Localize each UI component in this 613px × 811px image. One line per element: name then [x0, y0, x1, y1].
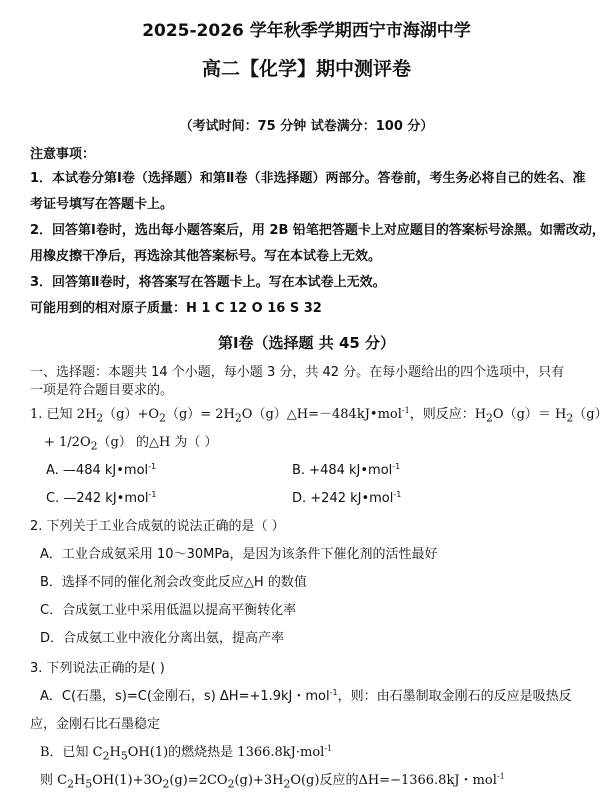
- q3-stem: 3. 下列说法正确的是( ): [30, 661, 165, 676]
- exam-info: （考试时间：75 分钟 试卷满分：100 分）: [179, 119, 434, 134]
- note-2-line1: 2．回答第Ⅰ卷时，选出每小题答案后，用 2B 铅笔把答题卡上对应题目的答案标号涂黑。如需改动，: [30, 223, 605, 238]
- q3-option-b-text: B．已知 C: [40, 745, 103, 760]
- q3-subscript: 5: [120, 749, 128, 763]
- q1-option-c-text: C. —242 kJ•mol: [46, 491, 149, 506]
- q1-option-d-text: D. +242 kJ•mol: [292, 491, 394, 506]
- q1-stem-line2: [44, 434, 218, 456]
- note-2-line2: 用橡皮擦干净后，再选涂其他答案标号。写在本试卷上无效。: [30, 249, 382, 264]
- q2-option-b: B．选择不同的催化剂会改变此反应△H 的数值: [40, 575, 307, 590]
- q2-option-a: A．工业合成氨采用 10～30MPa，是因为该条件下催化剂的活性最好: [40, 547, 438, 562]
- section1-intro-line1: 一、选择题：本题共 14 个小题，每小题 3 分，共 42 分。在每小题给出的四个选项中，只有: [30, 365, 565, 380]
- q3-option-a-text: A．C(石墨，s)=C(金刚石，s) ΔH=+1.9kJ・mol: [40, 689, 330, 704]
- q3-subscript: 2: [162, 777, 170, 791]
- q3-option-a-line2: 应，金刚石比石墨稳定: [30, 717, 161, 732]
- exam-title: 高二【化学】期中测评卷: [201, 58, 411, 80]
- q3-option-b-text: OH(1)的燃烧热是 1366.8kJ·mol: [127, 745, 325, 760]
- q3-option-b-text: (g)+3H: [234, 773, 284, 788]
- q1-stem-text: 1. 已知 2H: [30, 407, 97, 422]
- q3-subscript: 5: [85, 777, 93, 791]
- q1-option-a: [46, 462, 156, 480]
- atomic-masses: 可能用到的相对原子质量：H 1 C 12 O 16 S 32: [30, 301, 322, 316]
- q1-stem-text: （g）= 2H: [165, 407, 235, 422]
- q3-subscript: 2: [227, 777, 235, 791]
- q3-subscript: 2: [283, 777, 291, 791]
- q3-subscript: 2: [67, 777, 74, 791]
- q1-option-c: [46, 490, 157, 508]
- q1-option-a-text: A. —484 kJ•mol: [46, 463, 149, 478]
- notes-heading: 注意事项：: [30, 147, 96, 162]
- q3-option-b-text: O(g)反应的ΔH=−1366.8kJ・mol: [290, 773, 497, 788]
- note-1-line2: 考证号填写在答题卡上。: [30, 197, 174, 212]
- note-3: 3．回答第Ⅱ卷时，将答案写在答题卡上。写在本试卷上无效。: [30, 275, 386, 290]
- q1-stem-text: O（g）＝ H: [492, 407, 567, 422]
- school-title: 2025-2026 学年秋季学期西宁市海湖中学: [142, 21, 471, 41]
- q1-superscript: -1: [148, 462, 157, 471]
- q1-stem-text: O（g）△H=－484kJ•mol: [241, 407, 402, 422]
- q1-stem-text: + 1/2O: [44, 435, 91, 450]
- q3-superscript: -1: [329, 688, 338, 697]
- q1-option-b: [292, 462, 400, 480]
- q3-superscript: -1: [496, 772, 505, 781]
- q3-option-b-text: OH(1)+3O: [92, 773, 163, 788]
- q2-option-c: C．合成氨工业中采用低温以提高平衡转化率: [40, 603, 297, 618]
- note-1-line1: 1．本试卷分第Ⅰ卷（选择题）和第Ⅱ卷（非选择题）两部分。答卷前，考生务必将自己的姓名、准: [30, 171, 586, 186]
- q2-stem: 2. 下列关于工业合成氨的说法正确的是（ ）: [30, 519, 285, 534]
- q1-subscript: 2: [90, 439, 98, 453]
- section1-heading: 第Ⅰ卷（选择题 共 45 分）: [217, 334, 396, 352]
- q1-stem-text: ，则反应：H: [409, 407, 487, 422]
- q3-option-b-text: (g)=2CO: [169, 773, 228, 788]
- q3-superscript: -1: [324, 744, 333, 753]
- q3-option-b-text: H: [73, 773, 86, 788]
- q1-option-b-text: B. +484 kJ•mol: [292, 463, 393, 478]
- q1-subscript: 2: [486, 411, 493, 425]
- q1-subscript: 2: [96, 411, 104, 425]
- q1-stem-text: （g） 的△H 为（ ）: [97, 435, 218, 450]
- q3-option-a-text: ，则：由石墨制取金刚石的反应是吸热反: [337, 689, 572, 704]
- q1-subscript: 2: [159, 411, 166, 425]
- q1-superscript: -1: [148, 490, 157, 499]
- q1-stem-text: （g）+O: [103, 407, 160, 422]
- q1-subscript: 2: [566, 411, 574, 425]
- q3-option-b-text: H: [109, 745, 121, 760]
- q1-superscript: -1: [393, 490, 402, 499]
- q1-superscript: -1: [401, 406, 410, 415]
- q1-option-d: [292, 490, 401, 508]
- section1-intro-line2: 一项是符合题目要求的。: [30, 383, 174, 398]
- q1-subscript: 2: [234, 411, 242, 425]
- q1-stem-text: （g）: [573, 407, 608, 422]
- q3-option-b-line1: [40, 744, 332, 766]
- q3-subscript: 2: [102, 749, 110, 763]
- q2-option-d: D．合成氨工业中液化分离出氨，提高产率: [40, 631, 285, 646]
- q3-option-b-text: 则 C: [40, 773, 68, 788]
- q3-option-a-line1: [40, 688, 572, 706]
- q1-stem-line1: [30, 406, 608, 428]
- q1-superscript: -1: [392, 462, 401, 471]
- q3-option-b-line2: [40, 772, 505, 794]
